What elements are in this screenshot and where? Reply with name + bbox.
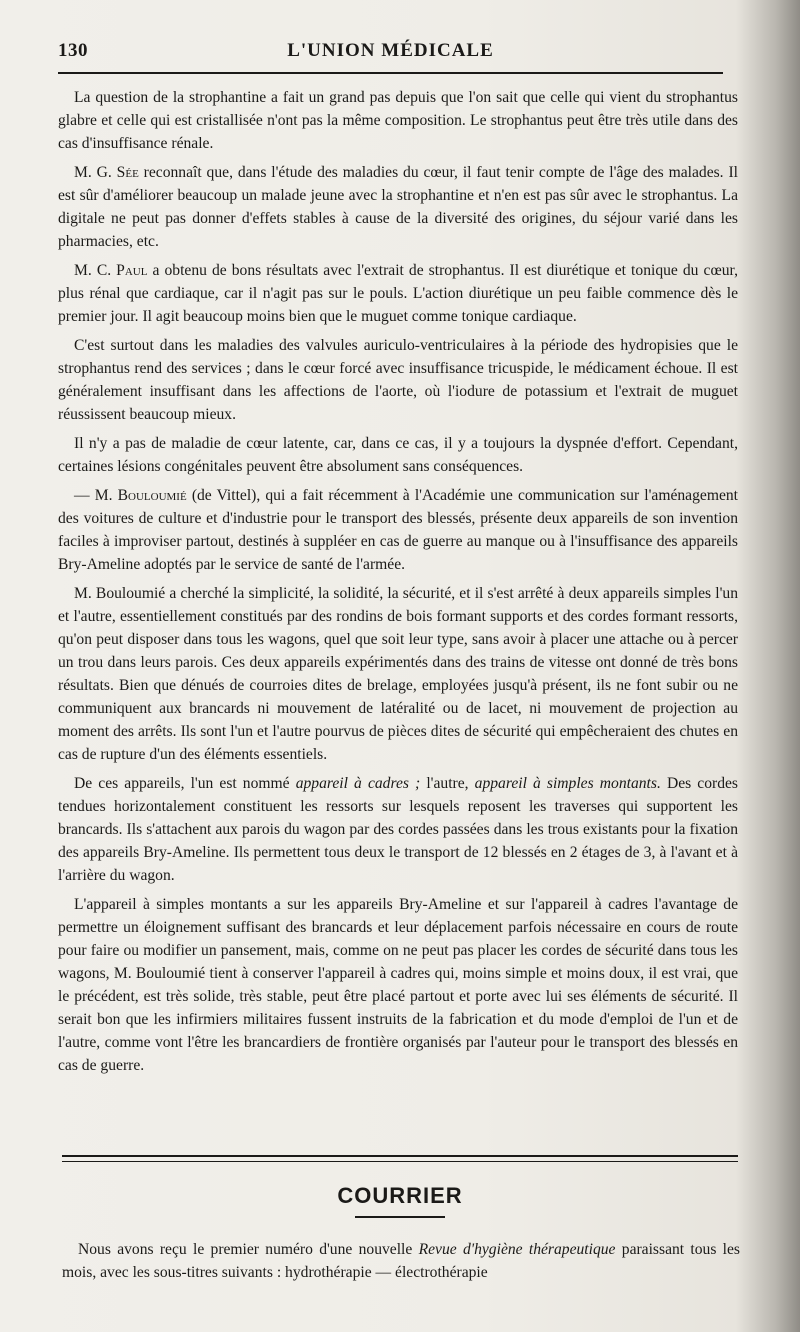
paragraph-types-appareils bbox=[58, 772, 738, 887]
term-appareil-cadres: appareil à cadres ; bbox=[295, 775, 421, 792]
paragraph-text: (de Vittel), qui a fait récemment à l'Académie une communication sur l'aménagement des voitures de culture et d'industrie pour le transport des blessés, présente deux appareils de son invention faciles à improviser partout, destinés à suppléer en cas de guerre au manque ou à l'insuffisance des appareils Bry-Ameline adoptés par le service de santé de l'armée. bbox=[58, 487, 739, 573]
paragraph-simples-montants: L'appareil à simples montants a sur les appareils Bry-Ameline et sur l'appareil à cadres l'avantage de permettre un éloignement suffisant des brancards et leur déplacement parfois nécessaire en cours de route pour faire ou modifier un pansement, mais, comme on ne peut pas placer les cordes de sécurité dans tous les wagons, M. Bouloumié tient à conserver l'appareil à cadres qui, moins simple et moins doux, il est vrai, que le précédent, est très solide, très stable, peut être placé partout et porte avec lui ses éléments de sécurité. Il serait bon que les infirmiers militaires fussent instruits de la fabrication et du mode d'emploi de l'un et de l'autre, comme vont l'être les brancardiers de frontière organisés par l'auteur pour le transport des blessés en cas de guerre. bbox=[58, 896, 738, 1074]
speaker-prefix: — M. bbox=[74, 487, 118, 504]
speaker-name: Paul bbox=[116, 262, 148, 279]
header-rule bbox=[58, 72, 723, 74]
courrier-body bbox=[62, 1238, 740, 1284]
section-divider bbox=[62, 1155, 738, 1162]
journal-name: Revue d'hygiène thérapeutique bbox=[418, 1241, 616, 1258]
paragraph-text: De ces appareils, l'un est nommé bbox=[74, 775, 296, 792]
page-number: 130 bbox=[58, 40, 88, 61]
paragraph-text: Nous avons reçu le premier numéro d'une nouvelle bbox=[78, 1241, 419, 1258]
paragraph-see bbox=[58, 161, 738, 253]
speaker-name: Sée bbox=[116, 164, 139, 181]
paragraph-paul bbox=[58, 259, 738, 328]
paragraph-text: reconnaît que, dans l'étude des maladies du cœur, il faut tenir compte de l'âge des malades. Il est sûr d'améliorer beaucoup un malade jeune avec la strophantine et n'en est pas sûr avec le strophantus. La digitale ne peut pas donner d'effets stables à cause de la diversité des origines, du séjour varié dans les pharmacies, etc. bbox=[58, 164, 738, 250]
running-header bbox=[58, 34, 723, 70]
paragraph-strophantine: La question de la strophantine a fait un grand pas depuis que l'on sait que celle qui vient du strophantus glabre et celle qui est cristallisée n'ont pas la même composition. Le strophantus peut être très utile dans des cas d'insuffisance rénale. bbox=[58, 89, 738, 152]
journal-title: L'UNION MÉDICALE bbox=[287, 40, 494, 61]
article-body bbox=[58, 86, 738, 1083]
title-underline bbox=[355, 1216, 445, 1218]
paragraph-courrier bbox=[62, 1238, 740, 1284]
term-appareil-montants: appareil à simples montants. bbox=[474, 775, 661, 792]
speaker-prefix: M. G. bbox=[74, 164, 117, 181]
speaker-name: Bouloumié bbox=[117, 487, 187, 504]
paragraph-valvules: C'est surtout dans les maladies des valvules auriculo-ventriculaires à la période des hydropisies que le strophantus rend des services ; dans le cœur forcé avec insuffisance tricuspide, le médicament échoue. Il est généralement insuffisant dans les affections de l'aorte, où l'iodure de potassium et l'extrait de muguet réussissent beaucoup mieux. bbox=[58, 337, 738, 423]
paragraph-bouloumie-intro bbox=[58, 484, 738, 576]
speaker-prefix: M. C. bbox=[74, 262, 117, 279]
paragraph-text: l'autre, bbox=[420, 775, 475, 792]
paragraph-text: a obtenu de bons résultats avec l'extrait de strophantus. Il est diurétique et tonique du cœur, plus rénal que cardiaque, car il n'agit pas sur le pouls. L'action diurétique un peu faible commence dès le premier jour. Il agit beaucoup moins bien que le muguet comme tonique cardiaque. bbox=[58, 262, 738, 325]
paragraph-text: Des cordes tendues horizontalement constituent les ressorts sur lesquels reposent les traverses qui supportent les brancards. Ils s'attachent aux parois du wagon par des cordes passées dans les trous existants pour la fixation des appareils Bry-Ameline. Ils permettent tous deux le transport de 12 blessés en 2 étages de 3, à l'avant et à l'arrière du wagon. bbox=[58, 775, 738, 884]
section-title-courrier: COURRIER bbox=[337, 1183, 463, 1208]
paragraph-text: paraissant tous les mois, avec les sous-titres suivants : hydrothérapie — électrothérapie bbox=[62, 1241, 740, 1281]
paragraph-maladie-latente: Il n'y a pas de maladie de cœur latente, car, dans ce cas, il y a toujours la dyspnée d'effort. Cependant, certaines lésions congénitales peuvent être absolument sans conséquences. bbox=[58, 435, 738, 475]
paragraph-appareils-simples: M. Bouloumié a cherché la simplicité, la solidité, la sécurité, et il s'est arrêté à deux appareils simples l'un et l'autre, essentiellement constitués par des rondins de bois formant supports et des cordes formant ressorts, qu'on peut disposer dans tous les wagons, quel que soit leur type, sans avoir à placer une attache ou à percer un trou dans leurs parois. Ces deux appareils expérimentés dans des trains de vitesse ont donné de très bons résultats. Bien que dénués de courroies dites de brelage, employées jusqu'à présent, ils ne font subir ou ne communiquent aux brancards ni mouvement de latéralité ou de lacet, ni mouvement de projection au moment des arrêts. Ils sont l'un et l'autre pourvus de pièces dites de sécurité qui empêcheraient des chutes en cas de rupture d'un des éléments essentiels. bbox=[58, 585, 738, 763]
